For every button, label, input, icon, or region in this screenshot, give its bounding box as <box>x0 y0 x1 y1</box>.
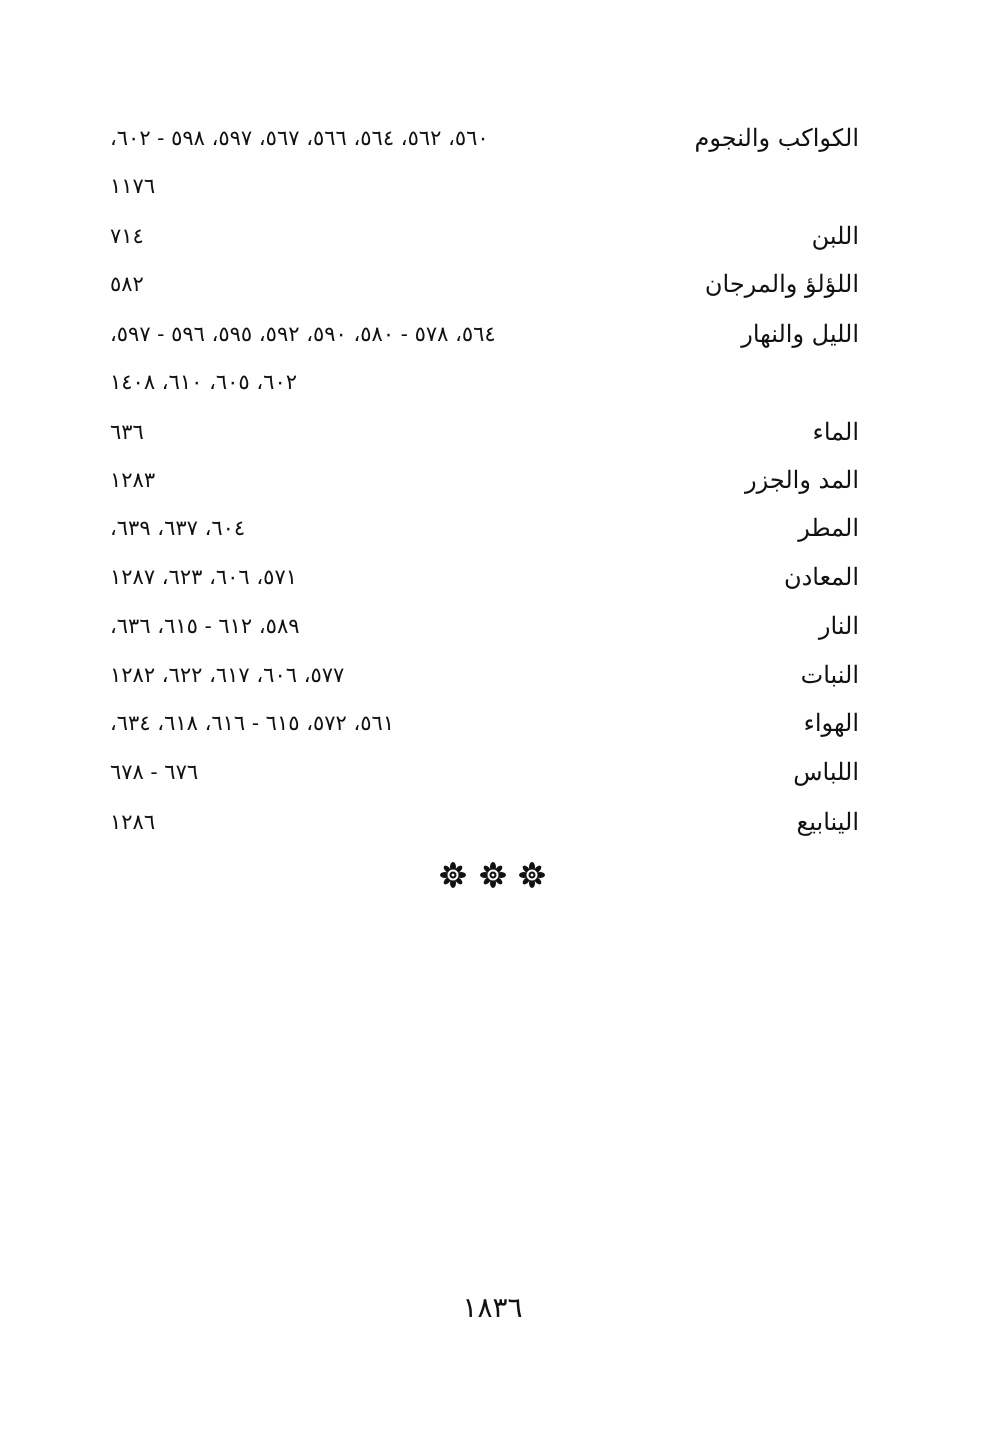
index-term: الينابيع <box>796 808 859 836</box>
index-entry <box>0 412 985 452</box>
index-entry <box>0 166 985 206</box>
index-entry <box>0 606 985 646</box>
index-term: اللبن <box>811 222 859 250</box>
index-pages: ٦٣٦ <box>110 420 144 444</box>
index-term: النار <box>818 612 859 640</box>
index-pages: ١١٧٦ <box>110 174 156 198</box>
index-pages: ٥٨٩، ٦١٢ - ٦١٥، ٦٣٦، <box>110 614 300 638</box>
index-entry <box>0 655 985 695</box>
index-pages: ٥٨٢ <box>110 272 144 296</box>
index-entry <box>0 460 985 500</box>
index-term: الكواكب والنجوم <box>694 124 859 152</box>
index-entry <box>0 118 985 158</box>
index-pages: ١٢٨٦ <box>110 810 156 834</box>
index-term: الماء <box>812 418 859 446</box>
index-entry <box>0 314 985 354</box>
index-term: الهواء <box>803 709 859 737</box>
flower-ornament-icon <box>440 862 466 888</box>
index-term: اللباس <box>793 758 859 786</box>
index-entry <box>0 703 985 743</box>
flower-ornament-icon <box>519 862 545 888</box>
index-entry <box>0 802 985 842</box>
index-pages: ١٢٨٣ <box>110 468 156 492</box>
index-pages: ٥٧٧، ٦٠٦، ٦١٧، ٦٢٢، ١٢٨٢ <box>110 663 345 687</box>
page-number: ١٨٣٦ <box>462 1291 523 1324</box>
index-term: المعادن <box>783 563 859 591</box>
index-pages: ٦٠٤، ٦٣٧، ٦٣٩، <box>110 516 246 540</box>
index-entry <box>0 752 985 792</box>
index-pages: ٧١٤ <box>110 224 144 248</box>
index-pages: ٥٧١، ٦٠٦، ٦٢٣، ١٢٨٧ <box>110 565 298 589</box>
index-entry <box>0 557 985 597</box>
index-pages: ٦٧٦ - ٦٧٨ <box>110 760 199 784</box>
index-term: اللؤلؤ والمرجان <box>704 270 859 298</box>
index-term: المطر <box>798 514 859 542</box>
index-term: النبات <box>800 661 859 689</box>
index-pages: ٥٦٤، ٥٧٨ - ٥٨٠، ٥٩٠، ٥٩٢، ٥٩٥، ٥٩٦ - ٥٩٧، <box>110 322 496 346</box>
index-pages: ٥٦٠، ٥٦٢، ٥٦٤، ٥٦٦، ٥٦٧، ٥٩٧، ٥٩٨ - ٦٠٢، <box>110 126 489 150</box>
index-term: المد والجزر <box>745 466 859 494</box>
index-entry <box>0 362 985 402</box>
index-pages: ٥٦١، ٥٧٢، ٦١٥ - ٦١٦، ٦١٨، ٦٣٤، <box>110 711 395 735</box>
index-term: الليل والنهار <box>741 320 859 348</box>
section-end-ornaments <box>0 862 985 896</box>
index-pages: ٦٠٢، ٦٠٥، ٦١٠، ١٤٠٨ <box>110 370 298 394</box>
flower-ornament-icon <box>480 862 506 888</box>
index-entry <box>0 264 985 304</box>
index-entry <box>0 216 985 256</box>
index-entry <box>0 508 985 548</box>
